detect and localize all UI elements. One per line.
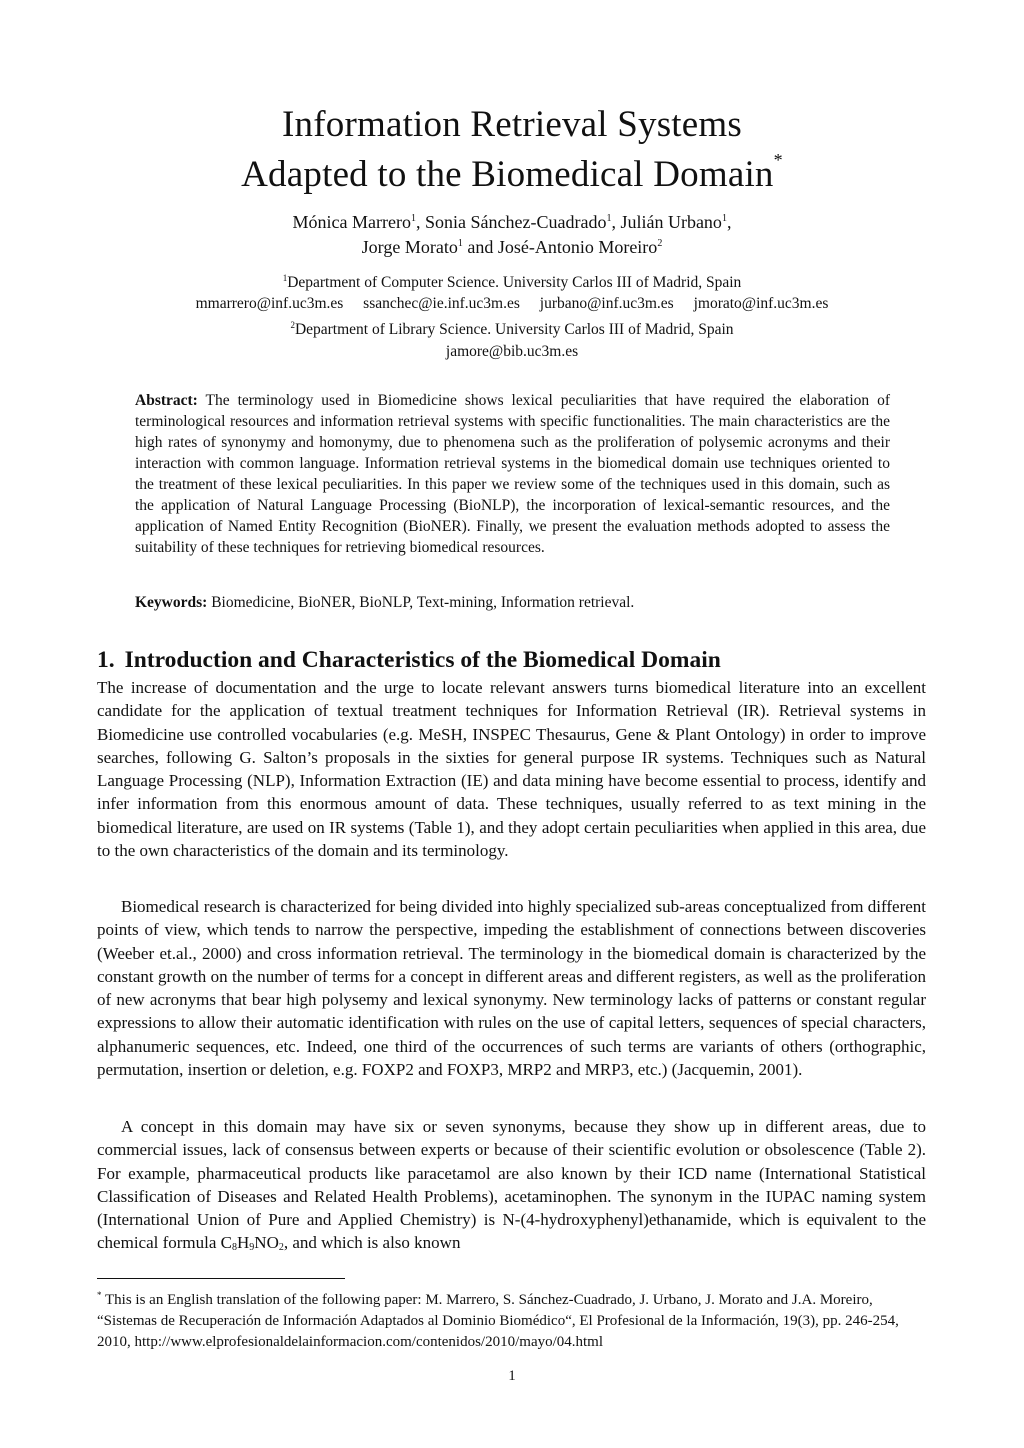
author-name: Jorge Morato xyxy=(361,237,458,257)
email: jurbano@inf.uc3m.es xyxy=(539,295,674,312)
footnote-mark: * xyxy=(97,1290,102,1300)
author-name: Sonia Sánchez-Cuadrado xyxy=(425,212,607,232)
email: jmorato@inf.uc3m.es xyxy=(693,295,829,312)
abstract xyxy=(135,390,890,558)
title-footnote-mark: * xyxy=(773,150,783,170)
author-name: José-Antonio Moreiro xyxy=(497,237,658,257)
author-affiliation-mark: 1 xyxy=(721,213,727,224)
body-paragraph-1: The increase of documentation and the urge to locate relevant answers turns biomedical literature into an excellent candidate for the application of textual treatment techniques for Information Retrieval (IR). Retrieval systems in Biomedicine use controlled vocabularies (e.g. MeSH, INSPEC Thesaurus, Gene & Plant Ontology) in order to improve searches, following G. Salton’s proposals in the sixties for general purpose IR systems. Techniques such as Natural Language Processing (NLP), Information Extraction (IE) and data mining have become essential to process, identify and infer information from this enormous amount of data. These techniques, usually referred to as text mining in the biomedical literature, are used on IR systems (Table 1), and they adopt certain peculiarities when applied in this area, due to the own characteristics of the domain and its terminology. xyxy=(97,678,926,861)
author-affiliation-mark: 1 xyxy=(457,238,463,249)
title-line-2: Adapted to the Biomedical Domain* xyxy=(241,150,783,195)
author-list xyxy=(0,210,1024,260)
author-name: Julián Urbano xyxy=(620,212,722,232)
footnote-text: This is an English translation of the following paper: M. Marrero, S. Sánchez-Cuadrado, J. Urbano, J. Morato and J.A. Moreiro, “Sistemas de Recuperación de Información Adaptados al Dominio Biomédico“, El Profesional de la Información, 19(3), pp. 246-254, 2010, http://www.elprofesionaldelainformacion.com/contenidos/2010/mayo/04.html xyxy=(97,1292,899,1350)
keywords-label: Keywords: xyxy=(135,594,208,611)
keywords-text: Biomedicine, BioNER, BioNLP, Text-mining, Information retrieval. xyxy=(211,594,635,611)
abstract-text: The terminology used in Biomedicine shows lexical peculiarities that have required the elaboration of terminological resources and information retrieval systems with specific functionalities. The main characteristics are the high rates of synonymy and homonymy, due to phenomena such as the proliferation of polysemic acronyms and their interaction with common language. Information retrieval systems in the biomedical domain use techniques oriented to the treatment of these lexical peculiarities. In this paper we review some of the techniques used in this domain, such as the application of Natural Language Processing (BioNLP), the incorporation of lexical-semantic resources, and the application of Named Entity Recognition (BioNER). Finally, we present the evaluation methods adopted to assess the suitability of these techniques for retrieving biomedical resources. xyxy=(135,392,890,556)
section-number: 1. xyxy=(97,647,115,673)
page-number: 1 xyxy=(508,1368,516,1384)
affiliation-mark: 2 xyxy=(290,320,295,330)
section-heading xyxy=(97,645,721,675)
title-line-1: Information Retrieval Systems xyxy=(282,104,742,145)
author-name: Mónica Marrero xyxy=(292,212,411,232)
affiliation-2: $^2$Department of Library Science. University Carlos III of Madrid, Spain xyxy=(290,320,734,338)
email: mmarrero@inf.uc3m.es xyxy=(195,295,344,312)
author-affiliation-mark: 1 xyxy=(606,213,612,224)
authors-line-1: Mónica Marrero$^1$, Sonia Sánchez-Cuadrado$^1$, Julián Urbano$^1$, xyxy=(292,212,732,232)
keywords xyxy=(135,592,890,613)
author-affiliation-mark: 2 xyxy=(657,238,663,249)
affiliation-2-email xyxy=(0,341,1024,362)
section-title: Introduction and Characteristics of the Biomedical Domain xyxy=(124,647,721,673)
email: ssanchec@ie.inf.uc3m.es xyxy=(363,295,520,312)
author-affiliation-mark: 1 xyxy=(411,213,416,224)
body-paragraph-2: Biomedical research is characterized for being divided into highly specialized sub-areas conceptualized from different points of view, which tends to narrow the perspective, impeding the establishment of connections between discoveries (Weeber et.al., 2000) and cross information retrieval. The terminology in the biomedical domain is characterized by the constant growth on the number of terms for a concept in different areas and different registers, as well as the proliferation of new acronyms that bear high polysemy and lexical synonymy. New terminology lacks of patterns or constant regular expressions to allow their automatic identification with rules on the use of capital letters, sequences of special characters, alphanumeric sequences, etc. Indeed, one third of the occurrences of such terms are variants of others (orthographic, permutation, insertion or deletion, e.g. FOXP2 and FOXP3, MRP2 and MRP3, etc.) (Jacquemin, 2001). xyxy=(97,897,926,1080)
footnote xyxy=(97,1290,917,1353)
affiliation-1-emails xyxy=(0,293,1024,314)
footnote-divider xyxy=(97,1278,345,1279)
authors-line-2: Jorge Morato$^1$ and José-Antonio Moreiro$^2$ xyxy=(361,237,663,257)
body-paragraph-3: A concept in this domain may have six or seven synonyms, because they show up in different areas, due to commercial issues, lack of consensus between experts or because of their scientific evolution or obsolescence (Table 2). For example, pharmaceutical products like paracetamol are also known by their ICD name (International Statistical Classification of Diseases and Related Health Problems), acetaminophen. The synonym in the IUPAC naming system (International Union of Pure and Applied Chemistry) is N-(4-hydroxyphenyl)ethanamide, which is equivalent to the chemical formula $C_8H_9NO_2$, and which is also known xyxy=(97,1117,926,1254)
paper-title xyxy=(0,100,1024,200)
email: jamore@bib.uc3m.es xyxy=(445,343,579,360)
abstract-label: Abstract: xyxy=(135,392,198,409)
affiliation-1: $^1$Department of Computer Science. University Carlos III of Madrid, Spain xyxy=(282,273,742,291)
affiliation-mark: 1 xyxy=(282,273,288,283)
chemical-formula: $C_8H_9NO_2$ xyxy=(220,1233,284,1254)
